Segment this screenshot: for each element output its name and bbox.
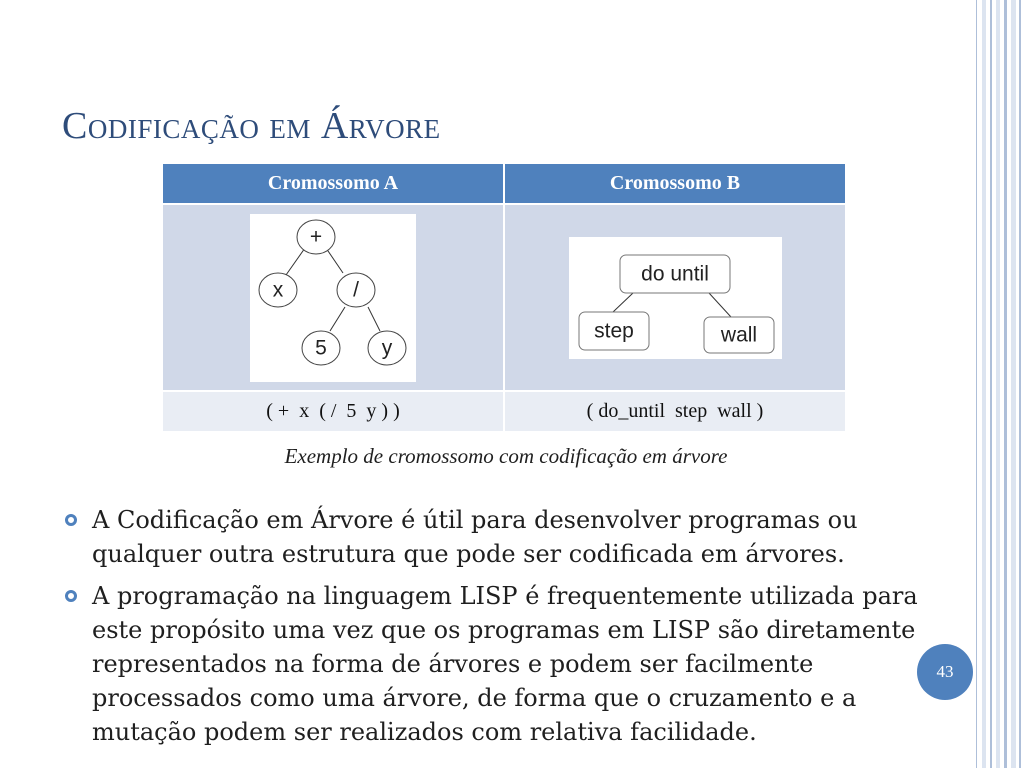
tree-b-image bbox=[569, 237, 782, 359]
tree-cell-b bbox=[504, 204, 845, 391]
table-header-row bbox=[163, 164, 845, 204]
chromosome-table bbox=[163, 164, 845, 431]
tree-a-image bbox=[250, 214, 416, 382]
page-number: 43 bbox=[936, 662, 954, 681]
node-label: x bbox=[272, 278, 284, 301]
header-chromosome-b: Cromossomo B bbox=[504, 164, 845, 204]
frame-line bbox=[1004, 0, 1007, 768]
tree-b-diagram bbox=[569, 237, 782, 359]
node-label: / bbox=[353, 278, 359, 301]
bullet-text: A programação na linguagem LISP é frequentemente utilizada para este propósito uma vez que os programas em LISP são diretamente representados na forma de árvores e podem ser facilmente processados como uma árvore, de forma que o cruzamento e a mutação podem ser realizados com relativa facilidade. bbox=[92, 582, 918, 746]
bullet-text: A Codificação em Árvore é útil para desenvolver programas ou qualquer outra estrutura que pode ser codificada em árvores. bbox=[92, 506, 858, 568]
tree-cell-a bbox=[163, 204, 504, 391]
frame-line bbox=[976, 0, 977, 768]
tree-a-diagram bbox=[250, 214, 416, 382]
header-chromosome-a: Cromossomo A bbox=[163, 164, 504, 204]
bullet-list bbox=[62, 503, 942, 757]
encoding-a: ( + x ( / 5 y ) ) bbox=[163, 391, 504, 431]
node-label: wall bbox=[720, 323, 757, 346]
frame-strip bbox=[982, 0, 986, 768]
encoding-row bbox=[163, 391, 845, 431]
tree-row bbox=[163, 204, 845, 391]
bullet-icon bbox=[65, 590, 77, 602]
node-label: + bbox=[309, 225, 323, 248]
frame-strip bbox=[1011, 0, 1016, 768]
frame-strip bbox=[996, 0, 1000, 768]
encoding-b: ( do_until step wall ) bbox=[504, 391, 845, 431]
list-item bbox=[62, 503, 942, 571]
frame-line bbox=[990, 0, 992, 768]
node-label: step bbox=[593, 319, 634, 342]
node-label: do until bbox=[640, 262, 709, 285]
node-label: 5 bbox=[315, 336, 327, 359]
table-caption: Exemplo de cromossomo com codificação em árvore bbox=[284, 444, 728, 468]
slide-title: Codificação em Árvore bbox=[62, 105, 441, 147]
list-item bbox=[62, 579, 942, 749]
frame-line bbox=[1019, 0, 1021, 768]
bullet-icon bbox=[65, 514, 77, 526]
node-label: y bbox=[381, 336, 393, 359]
page-number-badge bbox=[917, 644, 973, 700]
